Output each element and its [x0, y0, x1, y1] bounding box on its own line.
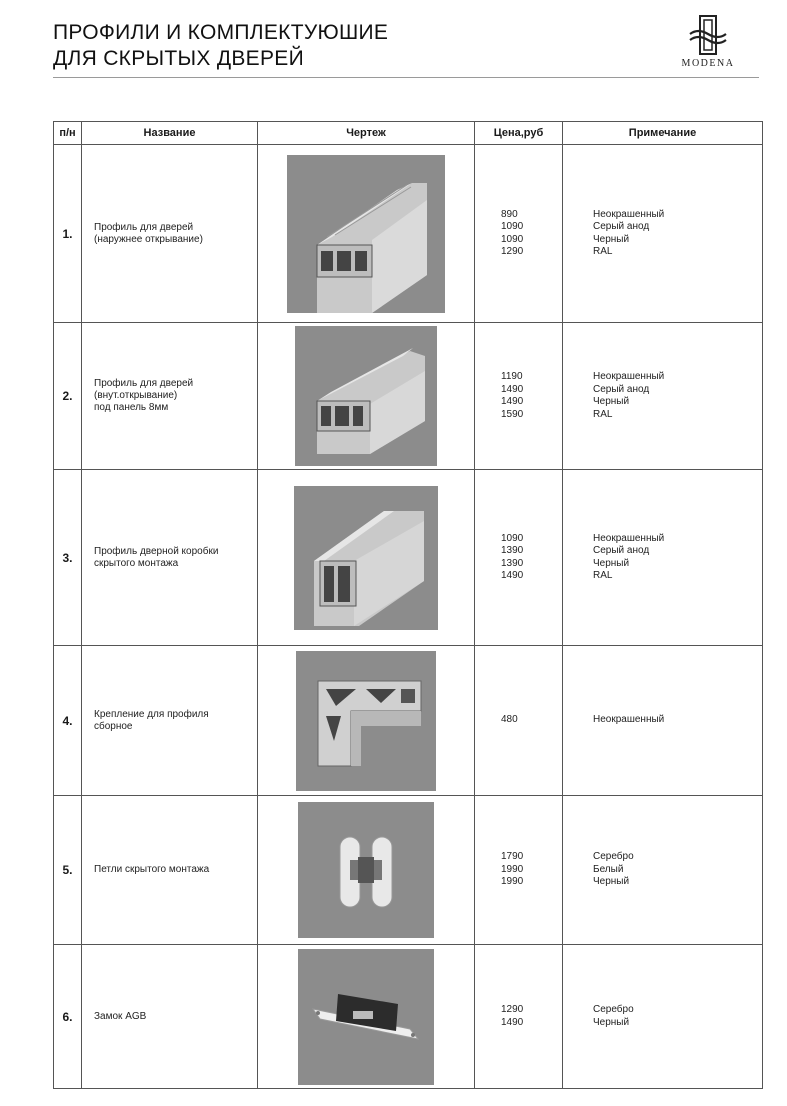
product-name: [82, 470, 258, 646]
notes-list: [563, 646, 763, 796]
col-header-notes: Примечание: [563, 122, 763, 145]
price-value: 1390: [501, 557, 524, 569]
price-list: [475, 945, 563, 1089]
brand-name: MODENA: [681, 58, 735, 69]
note-value: Черный: [593, 396, 630, 407]
notes-list: [563, 796, 763, 945]
product-name: [82, 796, 258, 945]
name-line: сборное: [94, 720, 133, 732]
price-value: 1490: [501, 383, 524, 395]
hidden-hinge-image: [298, 802, 434, 938]
price-value: 480: [501, 714, 518, 726]
col-header-price: Цена,руб: [475, 122, 563, 145]
drawing-cell: [258, 646, 475, 796]
drawing-cell: [258, 945, 475, 1089]
row-number: 2.: [54, 323, 82, 470]
note-value: RAL: [593, 408, 613, 420]
name-line: Крепление для профиля: [94, 708, 209, 720]
price-value: 1490: [501, 1016, 524, 1028]
col-header-number: п/н: [54, 122, 82, 145]
name-line: (внут.открывание): [94, 390, 178, 401]
price-list: [475, 646, 563, 796]
agb-lock-image: [298, 949, 434, 1085]
page-title: [53, 20, 388, 72]
name-line: (наружнее открывание): [94, 233, 203, 245]
row-number: 4.: [54, 646, 82, 796]
name-line: под панель 8мм: [94, 402, 169, 413]
modena-logo-icon: [688, 14, 728, 56]
name-line: Профиль для дверей: [94, 221, 194, 233]
price-value: 1790: [501, 851, 524, 863]
table-row: [54, 646, 763, 796]
price-list: [475, 323, 563, 470]
note-value: Черный: [593, 557, 630, 569]
drawing-cell: [258, 323, 475, 470]
row-number: 5.: [54, 796, 82, 945]
modena-logo: [676, 14, 740, 74]
col-header-name: Название: [82, 122, 258, 145]
price-value: 1290: [501, 246, 524, 257]
table-row: [54, 145, 763, 323]
note-value: RAL: [593, 246, 613, 257]
name-line: Профиль дверной коробки: [94, 545, 219, 557]
corner-bracket-image: [296, 651, 436, 791]
price-value: 890: [501, 208, 518, 220]
note-value: Неокрашенный: [593, 371, 665, 382]
note-value: Серый анод: [593, 383, 650, 395]
table-row: [54, 796, 763, 945]
price-value: 1090: [501, 233, 524, 245]
table-header-row: [54, 122, 763, 145]
product-name: [82, 145, 258, 323]
note-value: Черный: [593, 1016, 630, 1028]
price-list: [475, 470, 563, 646]
drawing-cell: [258, 470, 475, 646]
profile-inward-image: [295, 326, 437, 466]
notes-list: [563, 470, 763, 646]
price-value: 1290: [501, 1004, 524, 1015]
note-value: Неокрашенный: [593, 532, 665, 544]
product-name: [82, 646, 258, 796]
price-value: 1490: [501, 396, 524, 407]
drawing-cell: [258, 145, 475, 323]
row-number: 6.: [54, 945, 82, 1089]
product-name: [82, 945, 258, 1089]
price-value: 1090: [501, 532, 524, 544]
row-number: 1.: [54, 145, 82, 323]
price-value: 1190: [501, 371, 523, 382]
price-value: 1090: [501, 221, 524, 232]
title-line-1: ПРОФИЛИ И КОМПЛЕКТУЮШИЕ: [53, 21, 389, 44]
col-header-drawing: Чертеж: [258, 122, 475, 145]
note-value: Белый: [593, 863, 624, 875]
name-line: Петли скрытого монтажа: [94, 864, 210, 875]
profile-outward-image: [287, 155, 445, 313]
title-line-2: ДЛЯ СКРЫТЫХ ДВЕРЕЙ: [53, 47, 305, 70]
notes-list: [563, 145, 763, 323]
note-value: Серебро: [593, 1004, 634, 1015]
notes-list: [563, 945, 763, 1089]
price-value: 1390: [501, 545, 524, 556]
note-value: RAL: [593, 570, 613, 581]
note-value: Серебро: [593, 851, 634, 863]
price-value: 1990: [501, 863, 524, 875]
name-line: Замок AGB: [94, 1010, 147, 1022]
note-value: Неокрашенный: [593, 714, 665, 726]
notes-list: [563, 323, 763, 470]
door-frame-profile-image: [294, 486, 438, 630]
price-list: [475, 796, 563, 945]
note-value: Серый анод: [593, 545, 650, 556]
note-value: Серый анод: [593, 221, 650, 232]
name-line: Профиль для дверей: [94, 378, 194, 389]
price-value: 1990: [501, 876, 524, 888]
price-list: [475, 145, 563, 323]
price-table: [53, 121, 763, 1089]
table-row: [54, 945, 763, 1089]
table-row: [54, 470, 763, 646]
drawing-cell: [258, 796, 475, 945]
table-row: [54, 323, 763, 470]
note-value: Черный: [593, 233, 630, 245]
price-value: 1590: [501, 408, 524, 420]
note-value: Черный: [593, 876, 630, 888]
price-value: 1490: [501, 570, 524, 581]
header-divider: [53, 77, 759, 78]
product-name: [82, 323, 258, 470]
note-value: Неокрашенный: [593, 208, 665, 220]
name-line: скрытого монтажа: [94, 557, 179, 569]
row-number: 3.: [54, 470, 82, 646]
